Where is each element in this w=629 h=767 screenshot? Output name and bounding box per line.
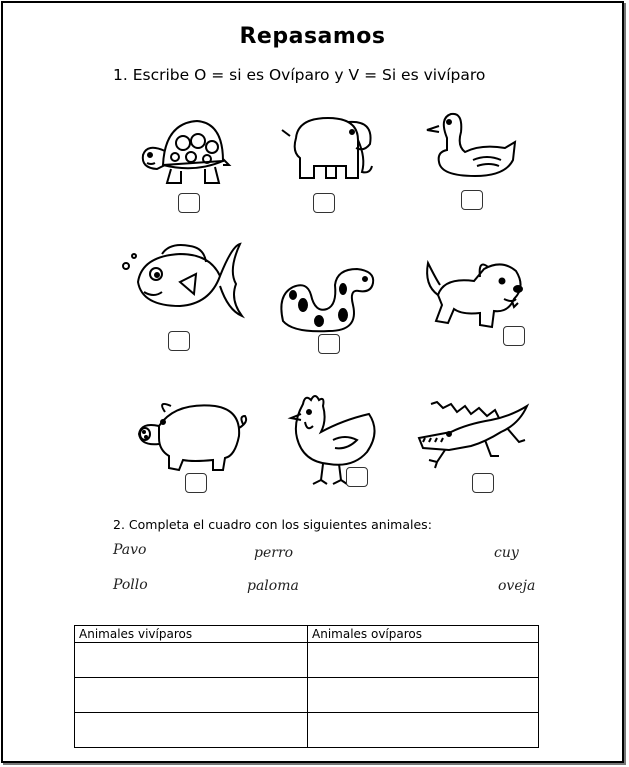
answer-box-snake[interactable] — [318, 334, 340, 354]
word-pollo: Pollo — [113, 577, 148, 593]
word-oveja: oveja — [498, 578, 536, 594]
table-cell[interactable] — [75, 643, 308, 678]
word-perro: perro — [254, 545, 294, 561]
table-row — [75, 678, 539, 713]
classification-table — [74, 625, 539, 748]
word-paloma: paloma — [247, 578, 299, 594]
answer-box-duck[interactable] — [461, 190, 483, 210]
table-cell[interactable] — [308, 643, 539, 678]
elephant-icon — [278, 108, 378, 188]
table-cell[interactable] — [75, 713, 308, 748]
question-1-text: 1. Escribe O = si es Ovíparo y V = Si es vivíparo — [113, 66, 486, 84]
duck-icon — [425, 108, 520, 183]
table-header-row — [75, 626, 539, 643]
page-title: Repasamos — [239, 24, 386, 49]
header-viviparos: Animales vivíparos — [75, 626, 308, 643]
dog-icon — [418, 255, 528, 335]
table-cell[interactable] — [308, 678, 539, 713]
table-row — [75, 713, 539, 748]
fish-icon — [120, 240, 245, 320]
snake-icon — [273, 265, 383, 335]
answer-box-pig[interactable] — [185, 473, 207, 493]
pig-icon — [135, 398, 250, 473]
table-cell[interactable] — [75, 678, 308, 713]
answer-box-turtle[interactable] — [178, 193, 200, 213]
table-row — [75, 643, 539, 678]
answer-box-crocodile[interactable] — [472, 473, 494, 493]
turtle-icon — [135, 113, 230, 193]
header-oviparos: Animales ovíparos — [308, 626, 539, 643]
question-2-text: 2. Completa el cuadro con los siguientes animales: — [113, 517, 432, 532]
word-pavo: Pavo — [113, 542, 147, 558]
answer-box-fish[interactable] — [168, 331, 190, 351]
word-cuy: cuy — [494, 545, 519, 561]
crocodile-icon — [415, 398, 530, 473]
answer-box-hen[interactable] — [346, 467, 368, 487]
answer-box-dog[interactable] — [503, 326, 525, 346]
table-cell[interactable] — [308, 713, 539, 748]
hen-icon — [283, 392, 383, 487]
answer-box-elephant[interactable] — [313, 193, 335, 213]
